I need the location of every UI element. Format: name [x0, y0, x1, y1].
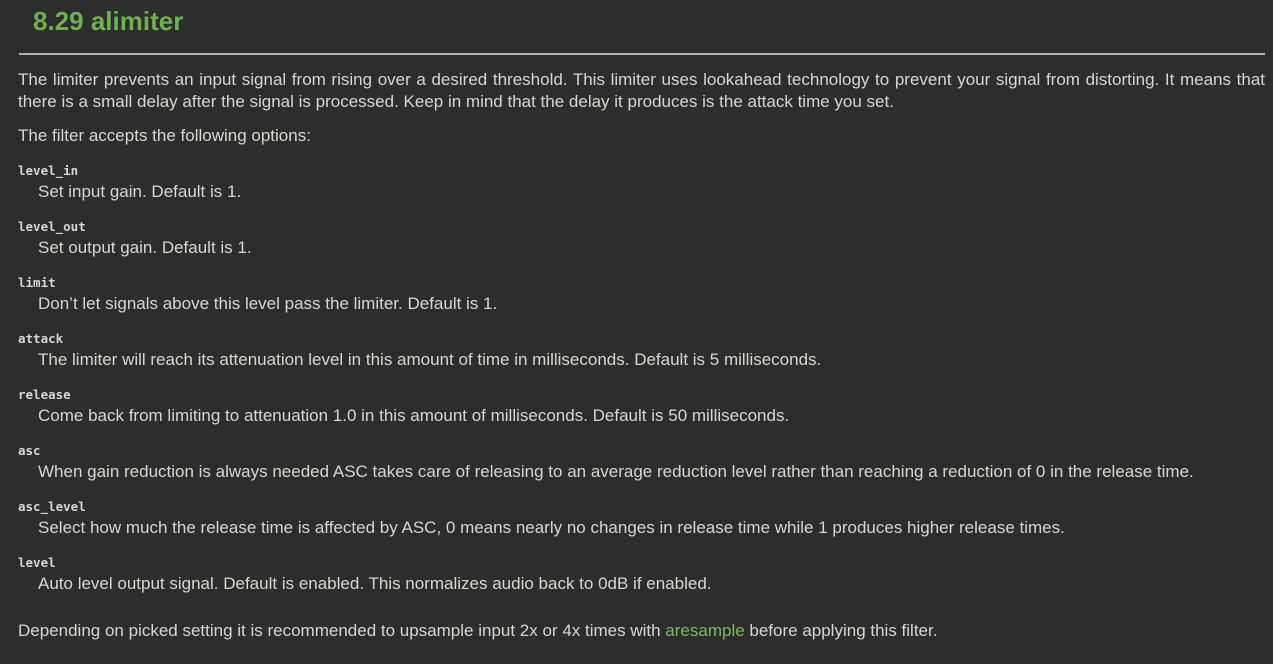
option-desc-asc_level: Select how much the release time is affected by ASC, 0 means nearly no changes in release time while 1 produces higher release times. [38, 518, 1065, 537]
footer-text-after-link: before applying this filter. [744, 621, 938, 640]
options-lead-paragraph: The filter accepts the following options: [18, 126, 311, 145]
options-list [18, 161, 1265, 595]
option-name-limit: limit [18, 275, 56, 290]
option-name-asc_level: asc_level [18, 499, 86, 514]
option-desc-limit: Don’t let signals above this level pass the limiter. Default is 1. [38, 294, 498, 313]
option-desc-level_in: Set input gain. Default is 1. [38, 182, 242, 201]
option-desc-attack: The limiter will reach its attenuation level in this amount of time in milliseconds. Default is 5 milliseconds. [38, 350, 822, 369]
option-name-asc: asc [18, 443, 41, 458]
option-name-release: release [18, 387, 71, 402]
option-name-level_in: level_in [18, 163, 79, 178]
option-name-attack: attack [18, 331, 64, 346]
option-desc-asc: When gain reduction is always needed ASC takes care of releasing to an average reduction level rather than reaching a reduction of 0 in the release time. [38, 462, 1194, 481]
option-desc-release: Come back from limiting to attenuation 1.0 in this amount of milliseconds. Default is 50 milliseconds. [38, 406, 790, 425]
option-desc-level: Auto level output signal. Default is enabled. This normalizes audio back to 0dB if enabled. [38, 574, 712, 593]
option-desc-level_out: Set output gain. Default is 1. [38, 238, 252, 257]
aresample-link[interactable]: aresample [665, 621, 745, 640]
section-heading: 8.29 alimiter [33, 6, 184, 36]
footer-text-before-link: Depending on picked setting it is recommended to upsample input 2x or 4x times with [18, 621, 666, 640]
option-name-level_out: level_out [18, 219, 86, 234]
section-divider [19, 53, 1265, 55]
footer-paragraph [18, 620, 1265, 642]
option-name-level: level [18, 555, 56, 570]
filter-doc-section [0, 6, 1273, 642]
intro-paragraph: The limiter prevents an input signal from rising over a desired threshold. This limiter uses lookahead technology to prevent your signal from distorting. It means that there is a small delay after the signal is processed. Keep in mind that the delay it produces is the attack time you set. [18, 70, 1265, 111]
